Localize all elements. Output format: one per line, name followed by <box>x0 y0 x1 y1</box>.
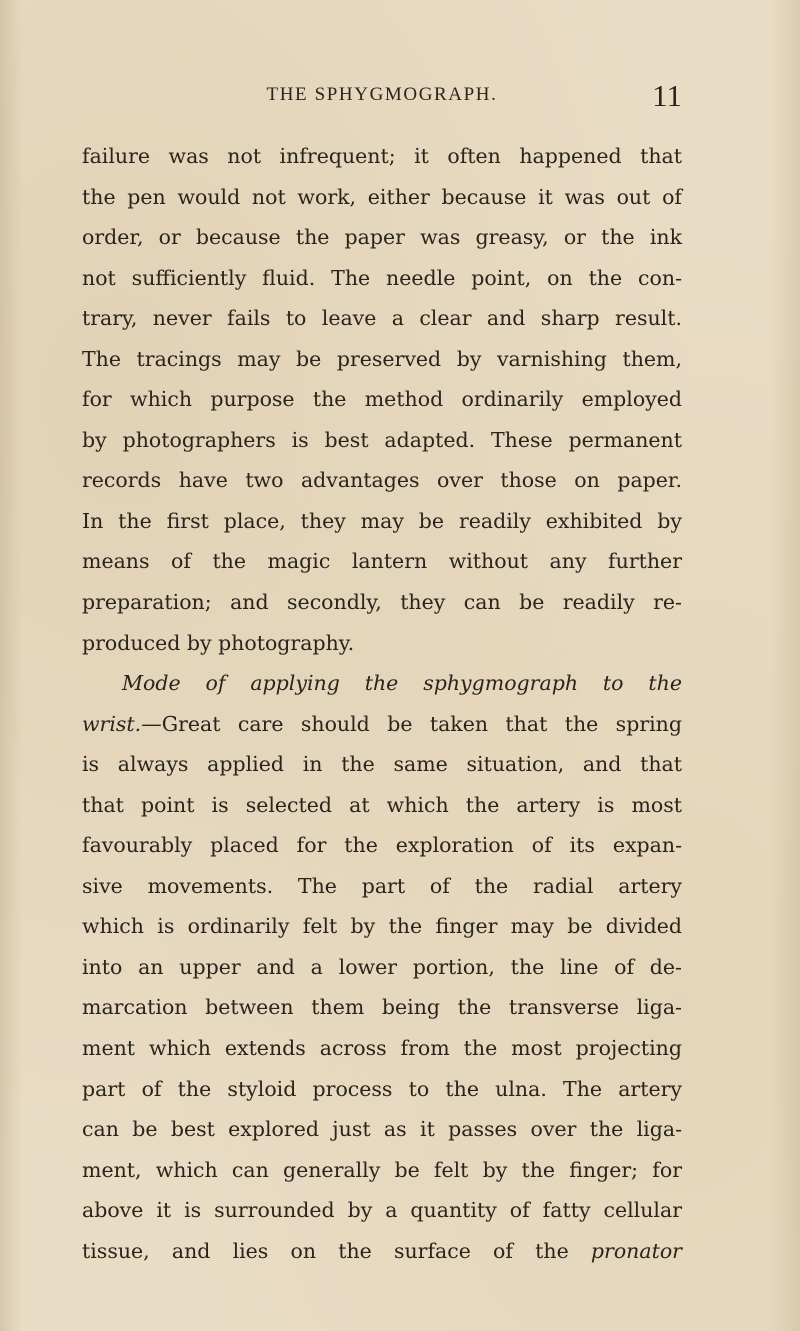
text-line: for which purpose the method ordinarily employed <box>82 387 682 412</box>
text-line: marcation between them being the transverse liga- <box>82 995 682 1020</box>
text-line: that point is selected at which the artery is most <box>82 792 682 817</box>
text-line: which is ordinarily felt by the finger may be divided <box>82 914 682 939</box>
text-line: records have two advantages over those on paper. <box>82 468 682 493</box>
text-line: the pen would not work, either because it was out of <box>82 184 682 209</box>
text-line: can be best explored just as it passes over the liga- <box>82 1117 682 1142</box>
final-line-italic: pronator <box>590 1238 682 1263</box>
text-line: into an upper and a lower portion, the line of de- <box>82 954 682 979</box>
text-line: not sufficiently fluid. The needle point, on the con- <box>82 265 682 290</box>
final-line-text: tissue, and lies on the surface of the <box>82 1238 569 1263</box>
page-number: 11 <box>652 78 682 113</box>
text-line: order, or because the paper was greasy, or the ink <box>82 225 682 250</box>
text-line: produced by photography. <box>82 630 355 655</box>
body-text <box>82 136 682 1271</box>
text-line: ment, which can generally be felt by the finger; for <box>82 1157 682 1182</box>
text-line-final <box>82 1231 682 1272</box>
text-line: means of the magic lantern without any further <box>82 549 682 574</box>
page-header <box>82 78 682 114</box>
running-head: THE SPHYGMOGRAPH. <box>266 84 498 105</box>
text-line: is always applied in the same situation, and that <box>82 752 682 777</box>
text-line: ment which extends across from the most projecting <box>82 1036 682 1061</box>
text-line: trary, never fails to leave a clear and sharp result. <box>82 306 682 331</box>
text-line: In the first place, they may be readily exhibited by <box>82 508 682 533</box>
text-line: failure was not infrequent; it often happened that <box>82 144 682 168</box>
section-heading-text: —Great care should be taken that the spring <box>141 711 682 736</box>
text-line: part of the styloid process to the ulna. The artery <box>82 1076 682 1101</box>
section-heading-italic: wrist. <box>82 711 142 736</box>
text-line: by photographers is best adapted. These permanent <box>82 427 682 452</box>
text-line: The tracings may be preserved by varnishing them, <box>82 346 682 371</box>
text-line: above it is surrounded by a quantity of fatty cellular <box>82 1198 682 1223</box>
text-line: favourably placed for the exploration of its expan- <box>82 833 682 858</box>
section-heading-italic: Mode of applying the sphygmograph to the <box>122 671 682 696</box>
section-heading-line <box>82 704 682 745</box>
text-line: preparation; and secondly, they can be readily re- <box>82 590 682 615</box>
text-line: sive movements. The part of the radial artery <box>82 873 682 898</box>
section-heading-line <box>82 663 682 704</box>
